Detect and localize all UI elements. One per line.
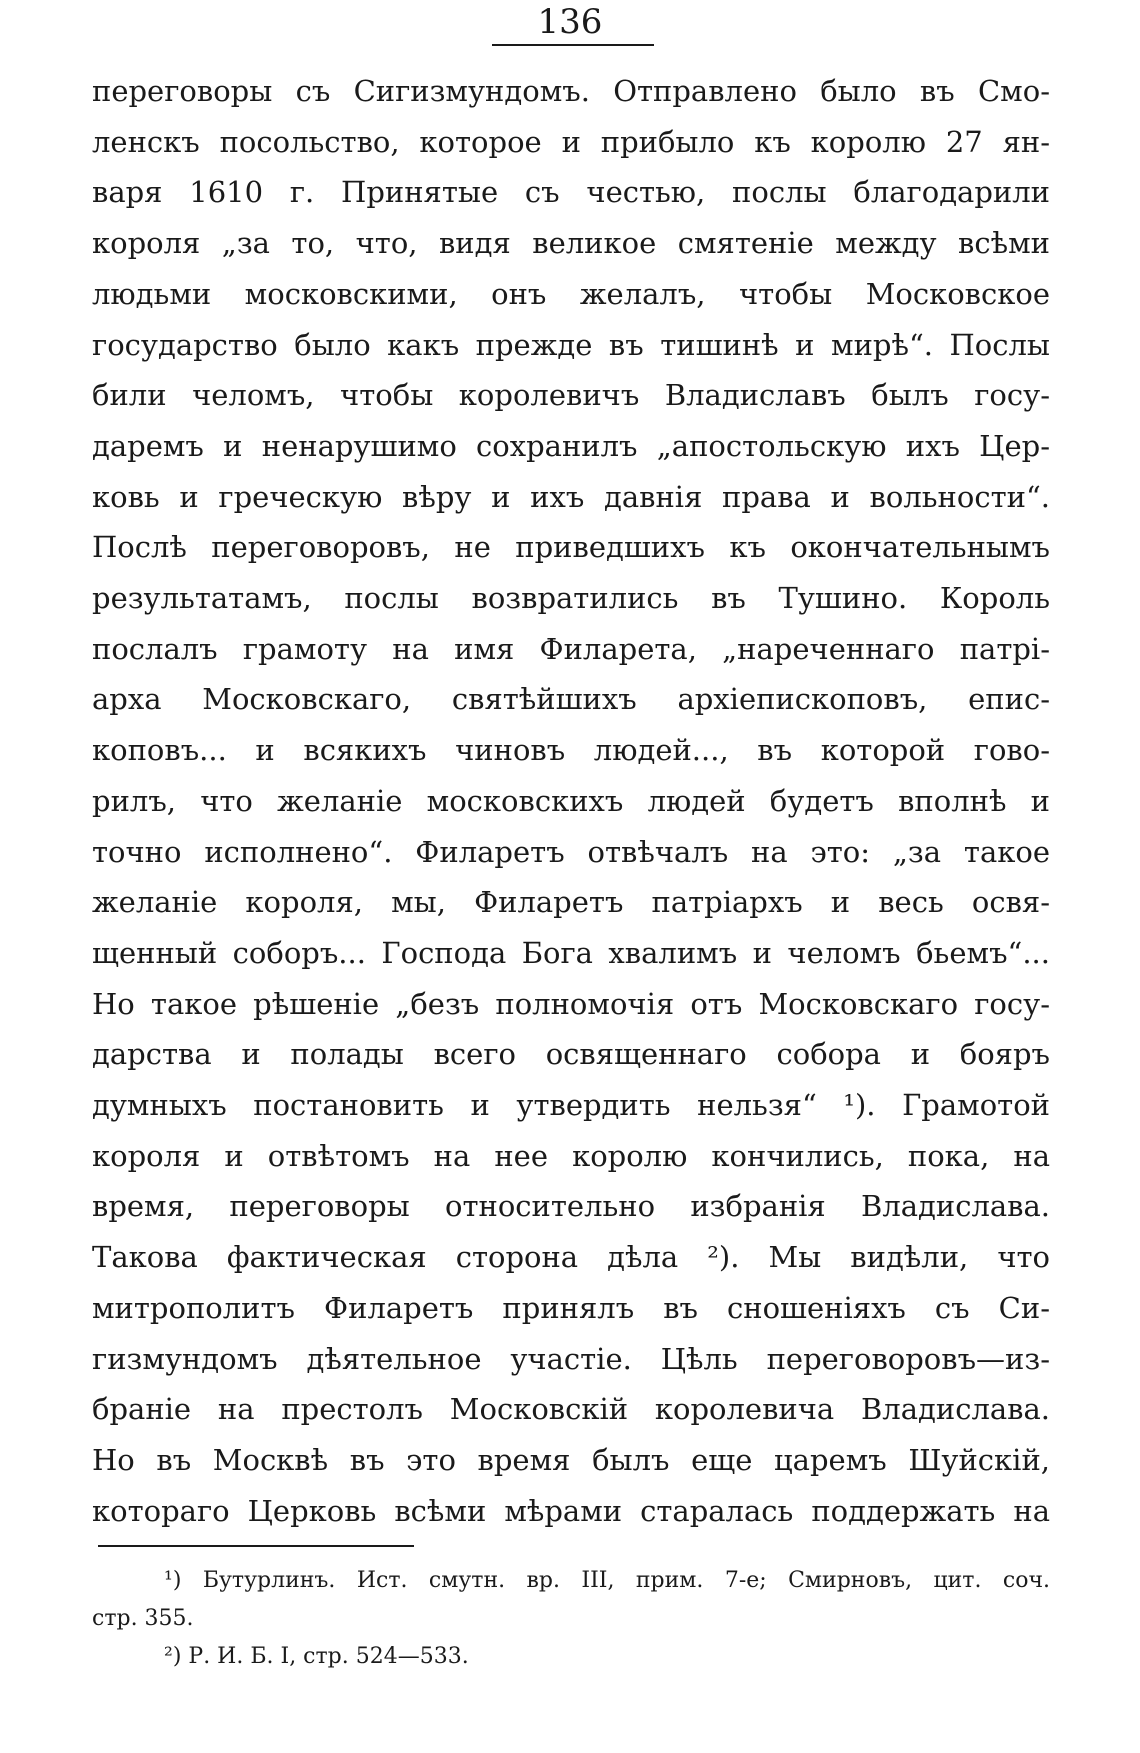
text-line: людьми московскими, онъ желалъ, чтобы Московское (92, 276, 1050, 311)
text-line: переговоры съ Сигизмундомъ. Отправлено было въ Смо- (92, 74, 1050, 108)
text-line: желаніе короля, мы, Филаретъ патріархъ и весь освя- (92, 885, 1050, 920)
text-line: Но въ Москвѣ въ это время былъ еще царемъ Шуйскій, (92, 1442, 1050, 1477)
text-line: короля и отвѣтомъ на нее королю кончились, пока, на (92, 1138, 1050, 1173)
text-line: ковь и греческую вѣру и ихъ давнія права и вольности“. (92, 479, 1050, 514)
text-line: арха Московскаго, святѣйшихъ архіепископовъ, епис- (92, 682, 1050, 717)
text-line: короля „за то, что, видя великое смятеніе между всѣми (92, 226, 1050, 261)
text-line: даремъ и ненарушимо сохранилъ „апостольскую ихъ Цер- (92, 428, 1050, 463)
text-line: дарства и полады всего освященнаго собора и бояръ (92, 1037, 1050, 1072)
text-line: били челомъ, чтобы королевичъ Владиславъ былъ госу- (92, 378, 1050, 413)
text-line: рилъ, что желаніе московскихъ людей будетъ вполнѣ и (92, 783, 1050, 818)
footnote-rule (98, 1545, 414, 1547)
text-line: послалъ грамоту на имя Филарета, „нареченнаго патрі- (92, 631, 1050, 666)
text-line: Такова фактическая сторона дѣла ²). Мы видѣли, что (92, 1240, 1050, 1275)
text-line: точно исполнено“. Филаретъ отвѣчалъ на это: „за такое (92, 834, 1050, 869)
footnote-2: ²) Р. И. Б. I, стр. 524—533. (164, 1644, 469, 1669)
text-line: митрополитъ Филаретъ принялъ въ сношеніяхъ съ Си- (92, 1290, 1050, 1325)
text-line: результатамъ, послы возвратились въ Тушино. Король (92, 581, 1050, 616)
text-line: щенный соборъ... Господа Бога хвалимъ и челомъ бьемъ“... (92, 935, 1050, 970)
text-line: государство было какъ прежде въ тишинѣ и мирѣ“. Послы (92, 327, 1050, 362)
text-line: браніе на престолъ Московскій королевича Владислава. (92, 1392, 1050, 1427)
body-text (92, 66, 1050, 1536)
text-line: котораго Церковь всѣми мѣрами старалась поддержать на (92, 1493, 1050, 1528)
text-line: гизмундомъ дѣятельное участіе. Цѣль переговоровъ—из- (92, 1341, 1050, 1376)
footnotes (92, 1562, 1050, 1676)
text-line: Послѣ переговоровъ, не приведшихъ къ окончательнымъ (92, 530, 1050, 565)
text-line: ленскъ посольство, которое и прибыло къ королю 27 ян- (92, 124, 1050, 159)
footnote-1: ¹) Бутурлинъ. Ист. смутн. вр. III, прим. 7-е; Смирновъ, цит. соч. (164, 1568, 1050, 1593)
header-rule (492, 44, 654, 46)
text-line: время, переговоры относительно избранія Владислава. (92, 1189, 1050, 1224)
footnote-1-continuation: стр. 355. (92, 1606, 194, 1631)
text-line: думныхъ постановить и утвердить нельзя“ ¹). Грамотой (92, 1088, 1050, 1123)
text-line: коповъ... и всякихъ чиновъ людей..., въ которой гово- (92, 733, 1050, 768)
text-line: Но такое рѣшеніе „безъ полномочія отъ Московскаго госу- (92, 986, 1050, 1021)
page-number: 136 (537, 2, 603, 42)
text-line: варя 1610 г. Принятые съ честью, послы благодарили (92, 175, 1050, 210)
